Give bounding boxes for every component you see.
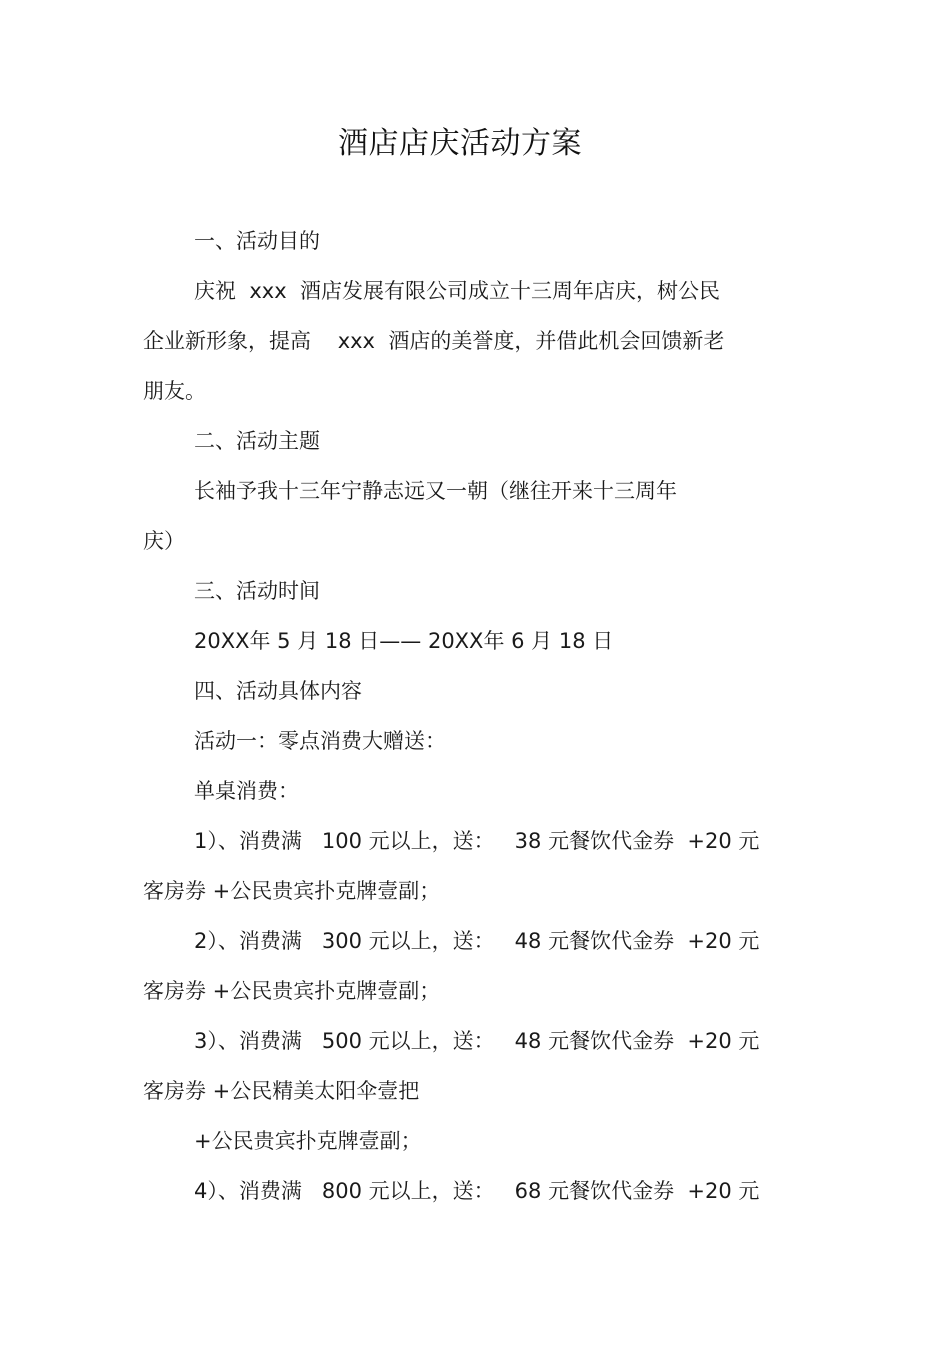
- paragraph-line: 三、活动时间: [194, 579, 320, 603]
- paragraph-line: 活动一：零点消费大赠送：: [194, 729, 446, 753]
- paragraph-line: 朋友。: [143, 379, 206, 403]
- paragraph-line: 2）、消费满 300 元以上，送： 48 元餐饮代金券 +20 元: [194, 929, 760, 953]
- paragraph-line: 庆祝 xxx 酒店发展有限公司成立十三周年店庆，树公民: [194, 279, 720, 303]
- paragraph-line: 长袖予我十三年宁静志远又一朝（继往开来十三周年: [194, 479, 677, 503]
- paragraph-line: 20XX年 5 月 18 日—— 20XX年 6 月 18 日: [194, 629, 614, 653]
- paragraph-line: 4）、消费满 800 元以上，送： 68 元餐饮代金券 +20 元: [194, 1179, 760, 1203]
- paragraph-line: +公民贵宾扑克牌壹副；: [194, 1129, 422, 1153]
- paragraph-line: 单桌消费：: [194, 779, 299, 803]
- paragraph-line: 客房券 +公民精美太阳伞壹把: [143, 1079, 420, 1103]
- paragraph-line: 一、活动目的: [194, 229, 320, 253]
- paragraph-line: 客房券 +公民贵宾扑克牌壹副；: [143, 879, 441, 903]
- paragraph-line: 四、活动具体内容: [194, 679, 362, 703]
- paragraph-line: 1）、消费满 100 元以上，送： 38 元餐饮代金券 +20 元: [194, 829, 760, 853]
- paragraph-line: 二、活动主题: [194, 429, 320, 453]
- paragraph-line: 客房券 +公民贵宾扑克牌壹副；: [143, 979, 441, 1003]
- paragraph-line: 庆）: [143, 529, 185, 553]
- document-title: 酒店店庆活动方案: [338, 126, 582, 161]
- paragraph-line: 企业新形象，提高 xxx 酒店的美誉度，并借此机会回馈新老: [143, 329, 725, 353]
- paragraph-line: 3）、消费满 500 元以上，送： 48 元餐饮代金券 +20 元: [194, 1029, 760, 1053]
